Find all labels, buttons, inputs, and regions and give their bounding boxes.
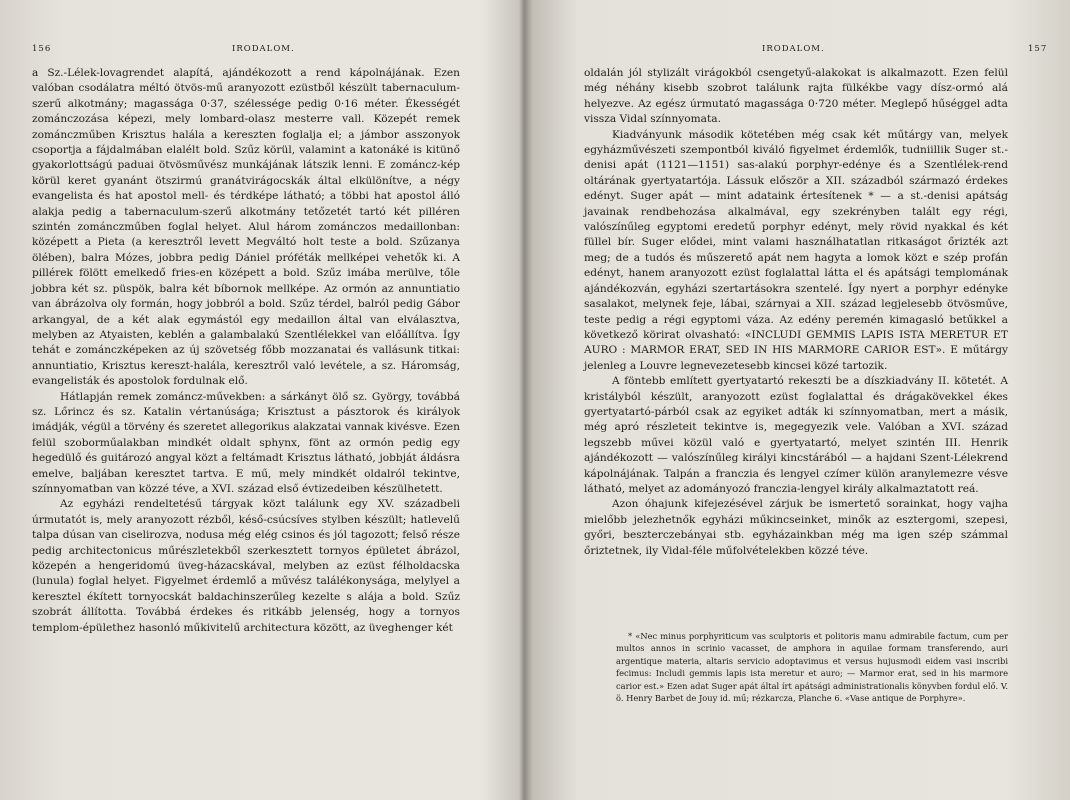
left-page — [0, 0, 520, 800]
footnote — [616, 630, 1008, 704]
right-page — [520, 0, 1070, 800]
paragraph: Azon óhajunk kifejezésével zárjuk be ismertető sorainkat, hogy vajha mielőbb jelezhetnők egyházi műkincseinket, minők az esztergomi, szepesi, győri, beszterczebányai stb. egyházainkban még ma igen szép számmal őriztetnek, ily Vidal-féle műfolvételekben közzé téve. — [584, 498, 1008, 557]
body-text — [32, 66, 460, 636]
footnote-text: * «Nec minus porphyriticum vas sculptoris et politoris manu admirabile factum, cum per multos annos in scrinio vacasset, de amphora in aquilae formam transferendo, auri argentique materia, altaris servicio adoptavimus et versus hujusmodi eidem vasi inscribi fecimus: Includi gemmis lapis ista meretur et auro; — Marmor erat, sed in his marmore carior est.» Ezen adat Suger apát által írt apátsági administrationalis könyvben fordul elő. V. ö. Henry Barbet de Jouy id. mű; rézkarcza, Planche 6. «Vase antique de Porphyre». — [616, 631, 1008, 704]
paragraph: a Sz.-Lélek-lovagrendet alapítá, ajándékozott a rend kápolnájának. Ezen valóban csodálatra méltó ötvös-mű aranyozott ezüstből készült tabernaculum-szerű alkotmány; magassága 0·37, szélessége pedig 0·16 méter. Ékességét zománczozása képezi, mely lombard-olasz mesterre vall. Közepét remek zománczműben Krisztus halála a kereszten foglalja el; a jámbor asszonyok csoportja a fájdalmában elalélt bold. Szűz körül, valamint a katonáké is kitünő gyakorlottságú paduai ötvösművész munkájának látszik lenni. E zománcz-kép körül keret gyanánt ötszirmú granátvirágocskák által elkülönítve, a négy evangelista és hat apostol mell- és térdképe látható; a többi hat apostol álló alakja pedig a tabernaculum-szerű alkotmány tetőzetét tartó két pilléren szintén zománczműben foglal helyet. Alul három zománczos medaillonban: középett a Pieta (a keresztről levett Megváltó holt teste a bold. Szűzanya ölében), balra Mózes, jobbra pedig Dániel próféták mellképei vehetők ki. A pillérek fölött emelkedő fries-en középett a bold. Szűz imába merülve, tőle jobbra két sz. püspök, balra két bíbornok mellképe. Az ormón az annuntiatio van ábrázolva oly formán, hogy jobbról a bold. Szűz térdel, balról pedig Gábor arkangyal, de a két alak egymástól egy medaillon által van elválasztva, melyben az Atyaisten, keblén a galambalakú Szentlélekkel van előállítva. Így tehát e zománczképeken az új szövetség főbb mozzanatai és vallásunk titkai: annuntiatio, Krisztus kereszt-halála, keresztről való levétele, a sz. Háromság, evangelisták és apostolok fordulnak elő. — [32, 67, 460, 388]
body-text — [584, 66, 1008, 559]
running-head: IRODALOM. — [232, 44, 295, 54]
paragraph: Kiadványunk második kötetében még csak két műtárgy van, melyek egyházművészeti szempontból kiváló figyelmet érdemlők, tudniillik Suger st.-denisi apát (1121—1151) sas-alakú porphyr-edénye és a Szentlélek-rend oltárának gyertyatartója. Lássuk először a XII. századból származó érdekes edényt. Suger apát — mint adataink értesítenek * — a st.-denisi apátság javainak rendbehozása alkalmával, egy szekrényben talált egy régi, valószínűleg egyptomi eredetű porphyr edényt, mely rövid nyakkal és két füllel bír. Suger elődei, mint valami használhatatlan ritkaságot őrizték azt meg; de a tudós és műszerető apát nem hagyta a lomok közt e szép profán edényt, hanem aranyozott ezüst foglalattal látta el és apátsági templomának ajándékozván, egyházi szertartásokra szentelé. Így nyert a porphyr edényke sasalakot, melynek feje, lábai, szárnyai a XII. század legjelesebb ötvösműve, teste pedig a régi egyptomi váza. Az edény peremén kimagasló betűkkel a következő körirat olvasható: «INCLUDI GEMMIS LAPIS ISTA MERETUR ET AURO : MARMOR ERAT, SED IN HIS MARMORE CARIOR EST». E műtárgy jelenleg a Louvre legnevezetesebb kincsei közé tartozik. — [584, 128, 1008, 372]
running-head: IRODALOM. — [762, 44, 825, 54]
page-number: 157 — [1028, 44, 1048, 54]
paragraph: A föntebb említett gyertyatartó rekeszti be a díszkiadvány II. kötetét. A kristályból készült, aranyozott ezüst foglalattal és drágakövekkel ékes gyertyatartó-párból csak az egyiket adták ki színnyomatban, mert a másik, még apró részleteit tekintve is, megegyezik vele. Valóban a XVI. század legszebb művei közül való e gyertyatartó, melyet szintén III. Henrik ajándékozott — valószínűleg királyi kincstárából — a hajdani Szent-Lélekrend kápolnájának. Talpán a franczia és lengyel czímer külön aranylemezre vésve látható, melyet az adományozó franczia-lengyel király alkalmaztatott reá. — [584, 375, 1008, 495]
paragraph: Hátlapján remek zománcz-művekben: a sárkányt ölő sz. György, továbbá sz. Lőrincz és sz. Katalin vértanúsága; Krisztust a pásztorok és királyok imádják, végül a törvény és szeretet allegorikus alakzatai vannak kivésve. Ezen felül szoborműalakban mindkét oldalt sphynx, fönt az ormón pedig egy hegedülő és guitározó angyal közt a feltámadt Krisztus látható, jobbját áldásra emelve, baljában keresztet tartva. E mű, mely mindkét oldalról tekintve, színnyomatban van közzé téve, a XVI. század első évtizedeiben készülhetett. — [32, 390, 460, 495]
page-number: 156 — [32, 44, 52, 54]
paragraph: oldalán jól stylizált virágokból csengetyű-alakokat is alkalmazott. Ezen felül még néhány kisebb szobrot találunk rajta fülkékbe vagy dísz-ormó alá helyezve. Az egész úrmutató magassága 0·720 méter. Meglepő hűséggel adta vissza Vidal színnyomata. — [584, 67, 1008, 126]
paragraph: Az egyházi rendeltetésű tárgyak közt találunk egy XV. századbeli úrmutatót is, mely aranyozott rézből, késő-csúcsíves stylben készült; hatlevelű talpa dúsan van ciselirozva, nodusa még elég csinos és jól tagozott; felső része pedig architectonicus műrészletekből szerkesztett tornyos épületet ábrázol, közepén a hengeridomú üveg-házacskával, melyben az ezüst félholdacska (lunula) foglal helyet. Figyelmet érdemlő a művész találékonysága, melylyel a keresztel ékített tornyocskát baldachinszerűleg kezelte s alája a bold. Szűz szobrát állította. Továbbá érdekes és ritkább jelenség, hogy a tornyos templom-épülethez hasonló műkivitelű architectura között, az üveghenger két — [32, 498, 460, 634]
